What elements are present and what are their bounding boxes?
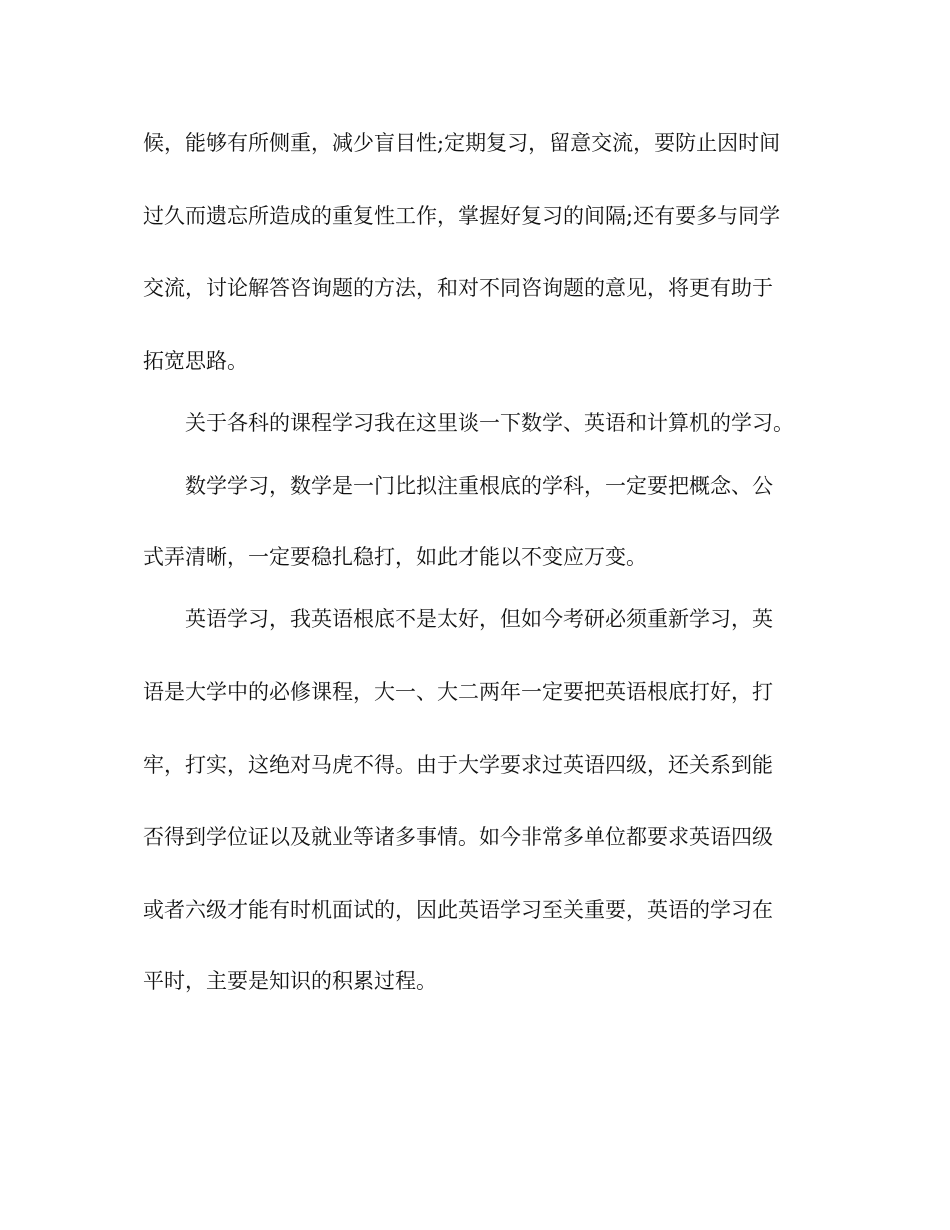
paragraph-4-line-6: 平时，主要是知识的积累过程。 (143, 969, 437, 993)
paragraph-3-line-2: 式弄清晰，一定要稳扎稳打，如此才能以不变应万变。 (143, 545, 647, 569)
paragraph-4-line-4: 否得到学位证以及就业等诸多事情。如今非常多单位都要求英语四级 (143, 825, 773, 849)
paragraph-1-line-4: 拓宽思路。 (143, 349, 248, 373)
paragraph-4-line-5: 或者六级才能有时机面试的，因此英语学习至关重要，英语的学习在 (143, 898, 773, 922)
paragraph-4-line-1: 英语学习，我英语根底不是太好，但如今考研必须重新学习，英 (185, 607, 773, 631)
paragraph-1-line-3: 交流，讨论解答咨询题的方法，和对不同咨询题的意见，将更有助于 (143, 276, 773, 300)
paragraph-3-line-1: 数学学习，数学是一门比拟注重根底的学科，一定要把概念、公 (185, 474, 773, 498)
paragraph-1-line-1: 候，能够有所侧重，减少盲目性;定期复习，留意交流，要防止因时间 (143, 131, 781, 155)
paragraph-4-line-3: 牢，打实，这绝对马虎不得。由于大学要求过英语四级，还关系到能 (143, 753, 773, 777)
paragraph-4-line-2: 语是大学中的必修课程，大一、大二两年一定要把英语根底打好，打 (143, 680, 773, 704)
paragraph-1-line-2: 过久而遗忘所造成的重复性工作，掌握好复习的间隔;还有要多与同学 (143, 204, 781, 228)
paragraph-2-line-1: 关于各科的课程学习我在这里谈一下数学、英语和计算机的学习。 (185, 411, 794, 435)
